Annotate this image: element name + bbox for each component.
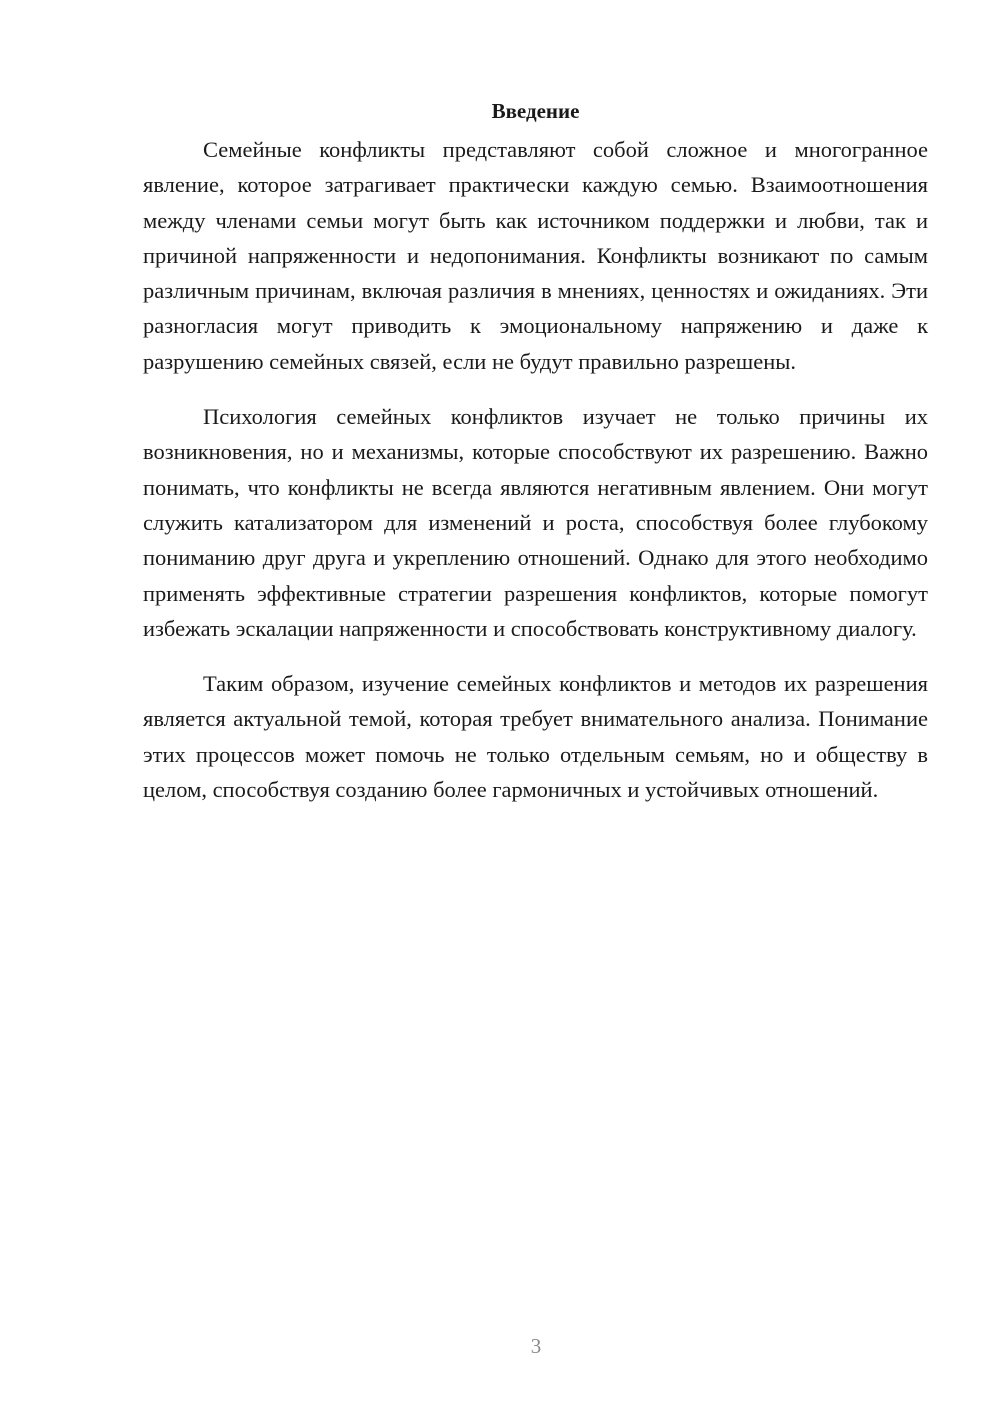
paragraph-1: Семейные конфликты представляют собой сложное и многогранное явление, которое затрагивает практически каждую семью. Взаимоотношения между членами семьи могут быть как источником поддержки и любви, так и причиной напряженности и недопонимания. Конфликты возникают по самым различным причинам, включая различия в мнениях, ценностях и ожиданиях. Эти разногласия могут приводить к эмоциональному напряжению и даже к разрушению семейных связей, если не будут правильно разрешены. [143,137,928,374]
page-content [143,96,928,827]
paragraph-3: Таким образом, изучение семейных конфликтов и методов их разрешения является актуальной темой, которая требует внимательного анализа. Понимание этих процессов может помочь не только отдельным семьям, но и обществу в целом, способствуя созданию более гармоничных и устойчивых отношений. [143,671,928,803]
paragraph-2: Психология семейных конфликтов изучает не только причины их возникновения, но и механизмы, которые способствуют их разрешению. Важно понимать, что конфликты не всегда являются негативным явлением. Они могут служить катализатором для изменений и роста, способствуя более глубокому пониманию друг друга и укреплению отношений. Однако для этого необходимо применять эффективные стратегии разрешения конфликтов, которые помогут избежать эскалации напряженности и способствовать конструктивному диалогу. [143,404,928,641]
section-title: Введение [491,99,580,123]
page-number: 3 [530,1334,542,1358]
